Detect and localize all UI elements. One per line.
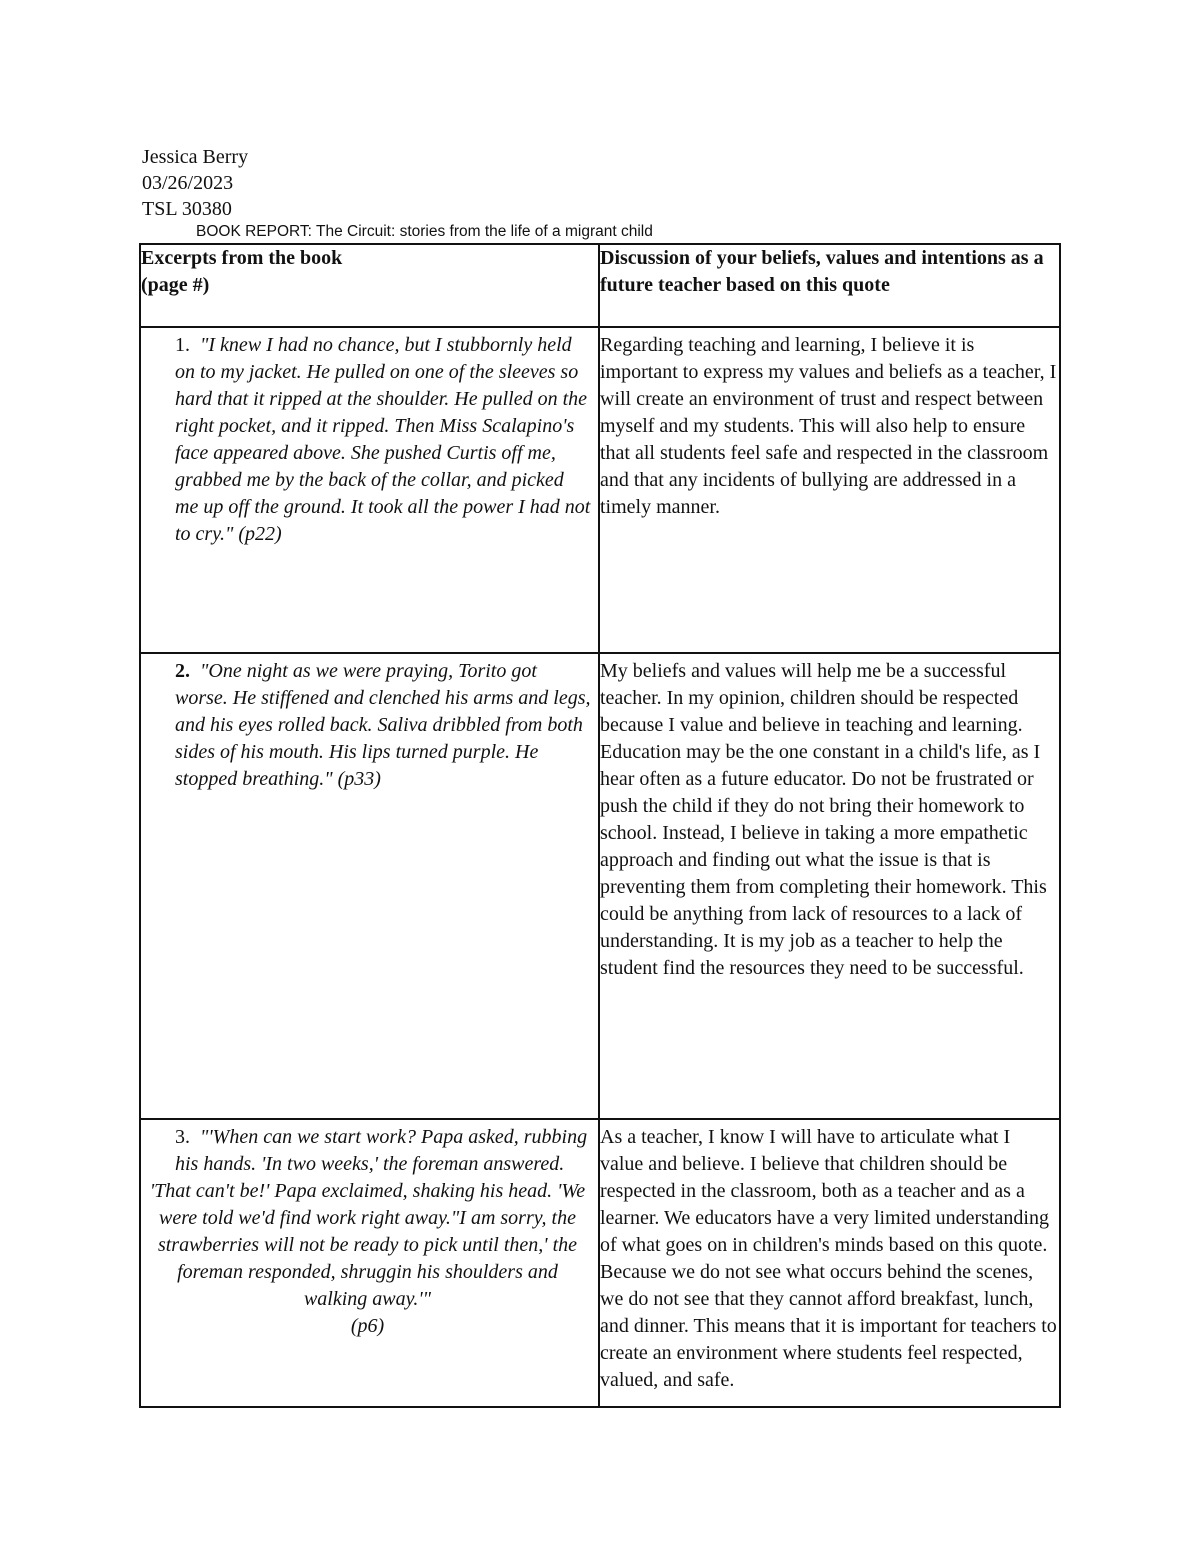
student-name: Jessica Berry (142, 146, 249, 168)
report-date: 03/26/2023 (142, 172, 234, 194)
discussion-column-header (599, 244, 1060, 327)
excerpt-page: (p6) (350, 1315, 385, 1337)
table-row (140, 327, 1060, 653)
table-row (140, 1119, 1060, 1407)
book-report-table (139, 243, 1061, 1408)
table-header-row (140, 244, 1060, 327)
excerpt-text: "'When can we start work? Papa asked, rubbing his hands. 'In two weeks,' the foreman answered. (175, 1126, 588, 1175)
excerpt-cell-1 (140, 327, 599, 653)
course-code: TSL 30380 (142, 198, 232, 220)
discussion-text: My beliefs and values will help me be a successful teacher. In my opinion, children should be respected because I value and believe in teaching and learning. Education may be the one constant in a child's life, as I hear often as a future educator. Do not be frustrated or push the child if they do not bring their homework to school. Instead, I believe in taking a more empathetic approach and finding out what the issue is that is preventing them from completing their homework. This could be anything from lack of resources to a lack of understanding. It is my job as a teacher to help the student find the resources they need to be successful. (600, 660, 1047, 979)
discussion-cell-3 (599, 1119, 1060, 1407)
excerpt-3 (141, 1120, 598, 1406)
report-title: BOOK REPORT: The Circuit: stories from the life of a migrant child (196, 223, 653, 240)
discussion-text: Regarding teaching and learning, I believe it is important to express my values and beliefs as a teacher, I will create an environment of trust and respect between myself and my students. This will also help to ensure that all students feel safe and respected in the classroom and that any incidents of bullying are addressed in a timely manner. (600, 334, 1057, 518)
excerpt-number: 2. (175, 660, 190, 682)
excerpt-2 (141, 654, 598, 1118)
discussion-header-text: Discussion of your beliefs, values and intentions as a future teacher based on this quote (600, 247, 1044, 296)
discussion-text: As a teacher, I know I will have to articulate what I value and believe. I believe that children should be respected in the classroom, both as a teacher and as a learner. We educators have a very limited understanding of what goes on in children's minds based on this quote. Because we do not see what occurs behind the scenes, we do not see that they cannot afford breakfast, lunch, and dinner. This means that it is important for teachers to create an environment where students feel respected, valued, and safe. (600, 1126, 1057, 1391)
excerpt-text: "One night as we were praying, Torito got worse. He stiffened and clenched his arms and legs, and his eyes rolled back. Saliva dribbled from both sides of his mouth. His lips turned purple. He stopped breathing." (p33) (175, 660, 591, 790)
excerpts-header-line2: (page #) (141, 274, 210, 296)
excerpt-number: 1. (175, 334, 190, 356)
excerpt-number: 3. (175, 1126, 190, 1148)
excerpt-lead (143, 1124, 592, 1178)
student-header (142, 144, 248, 222)
excerpt-cell-2 (140, 653, 599, 1119)
excerpt-1 (141, 328, 598, 652)
excerpts-column-header (140, 244, 599, 327)
table-row (140, 653, 1060, 1119)
excerpt-cell-3 (140, 1119, 599, 1407)
excerpt-text: "I knew I had no chance, but I stubbornly held on to my jacket. He pulled on one of the sleeves so hard that it ripped at the shoulder. He pulled on the right pocket, and it ripped. Then Miss Scalapino's face appeared above. She pushed Curtis off me, grabbed me by the back of the collar, and picked me up off the ground. It took all the power I had not to cry." (p22) (175, 334, 591, 545)
excerpts-header-line1: Excerpts from the book (141, 247, 343, 269)
discussion-cell-1 (599, 327, 1060, 653)
excerpt-continuation: 'That can't be!' Papa exclaimed, shaking his head. 'We were told we'd find work right away."I am sorry, the strawberries will not be ready to pick until then,' the foreman responded, shruggin his shoulders and walking away.'" (149, 1180, 586, 1310)
discussion-cell-2 (599, 653, 1060, 1119)
